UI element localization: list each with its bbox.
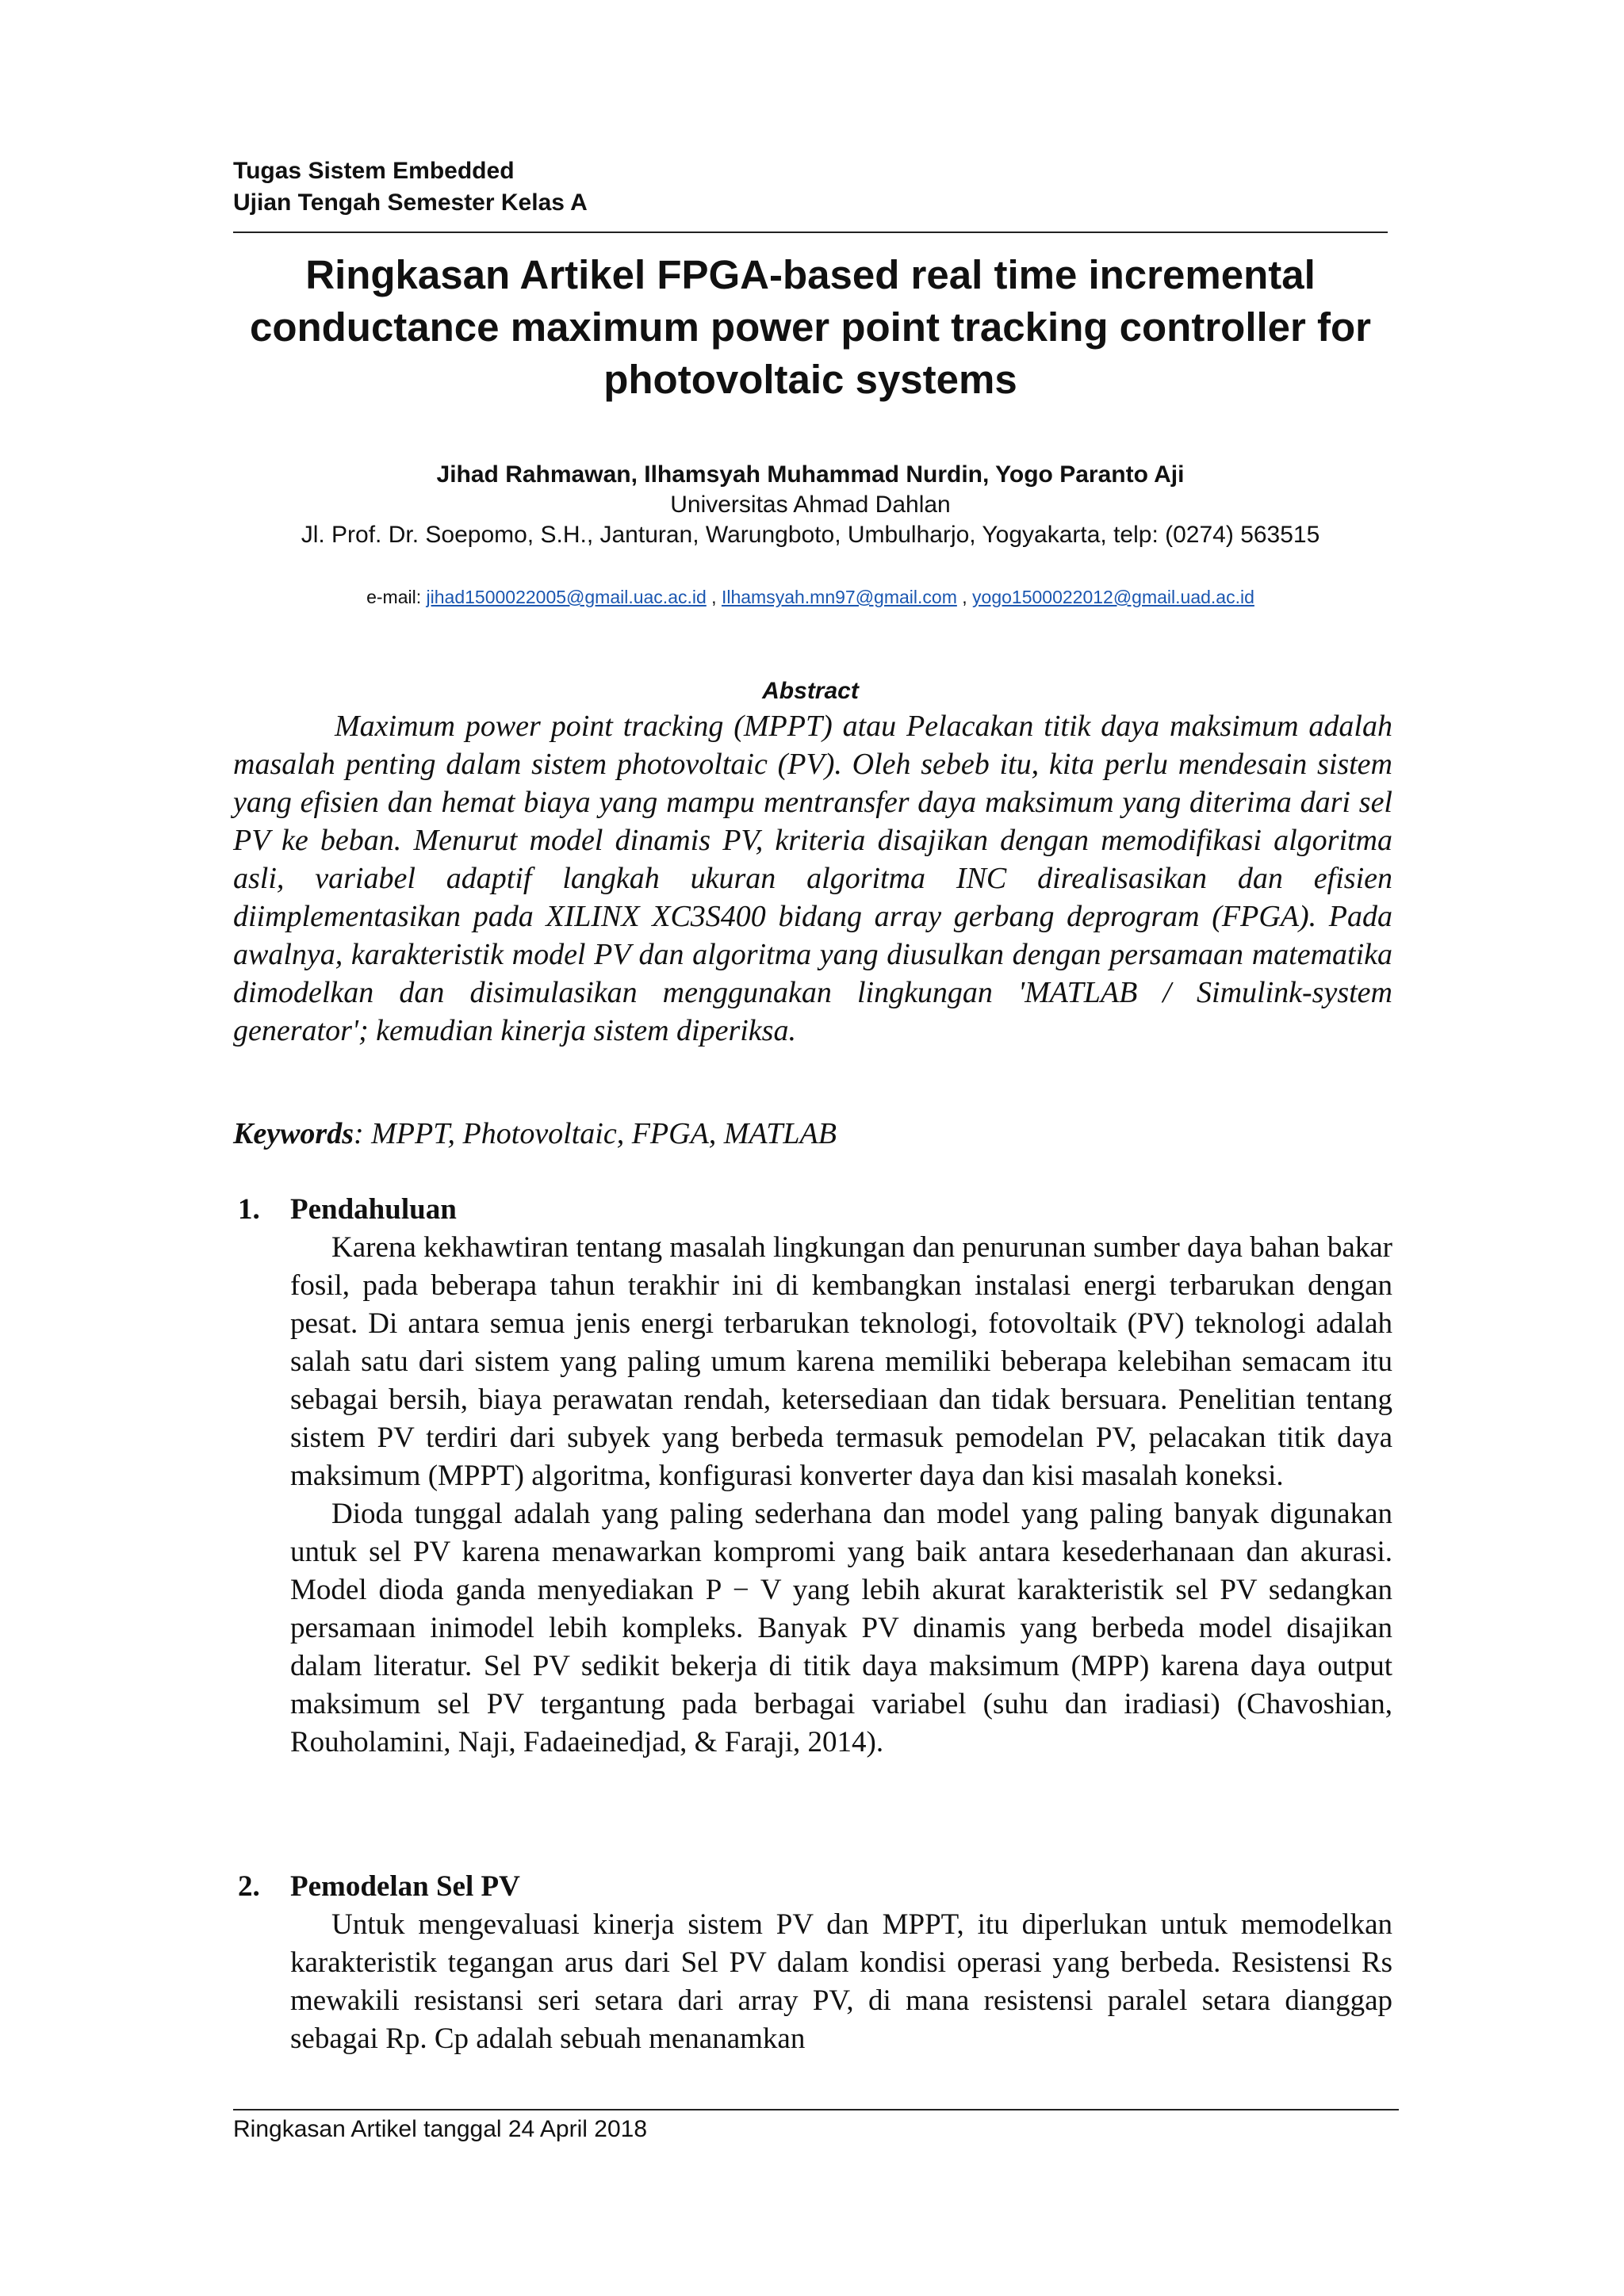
section-title: Pendahuluan xyxy=(290,1193,457,1226)
section-title: Pemodelan Sel PV xyxy=(290,1870,520,1903)
email-link-3[interactable]: yogo1500022012@gmail.uad.ac.id xyxy=(972,587,1254,607)
email-label: e-mail: xyxy=(366,587,422,607)
author-block xyxy=(233,460,1388,550)
email-separator: , xyxy=(956,587,973,607)
section-pv-modeling xyxy=(238,1868,1392,2058)
abstract-heading: Abstract xyxy=(762,678,859,704)
section-introduction xyxy=(238,1191,1392,1762)
section-number: 2. xyxy=(238,1870,260,1903)
paragraph: Dioda tunggal adalah yang paling sederhana dan model yang paling banyak digunakan untuk sel PV karena menawarkan kompromi yang baik antara kesederhanaan dan akurasi. Model dioda ganda menyediakan P − V yang lebih akurat karakteristik sel PV sedangkan persamaan inimodel lebih kompleks. Banyak PV dinamis yang berbeda model disajikan dalam literatur. Sel PV sedikit bekerja di titik daya maksimum (MPP) karena daya output maksimum sel PV tergantung pada berbagai variabel (suhu dan iradiasi) (Chavoshian, Rouholamini, Naji, Fadaeinedjad, & Faraji, 2014). xyxy=(290,1498,1392,1758)
section-heading xyxy=(238,1868,1392,1906)
email-link-2[interactable]: Ilhamsyah.mn97@gmail.com xyxy=(721,587,957,607)
course-title: Tugas Sistem Embedded xyxy=(233,158,515,184)
abstract-body xyxy=(233,707,1392,1050)
address: Jl. Prof. Dr. Soepomo, S.H., Janturan, Warungboto, Umbulharjo, Yogyakarta, telp: (0274) 563515 xyxy=(301,522,1320,548)
email-separator: , xyxy=(706,587,722,607)
header-rule xyxy=(233,232,1388,233)
page-footer: Ringkasan Artikel tanggal 24 April 2018 xyxy=(233,2116,648,2142)
author-names: Jihad Rahmawan, Ilhamsyah Muhammad Nurdin, Yogo Paranto Aji xyxy=(436,461,1185,488)
paragraph: Untuk mengevaluasi kinerja sistem PV dan MPPT, itu diperlukan untuk memodelkan karakteristik tegangan arus dari Sel PV dalam kondisi operasi yang berbeda. Resistensi Rs mewakili resistansi seri setara dari array PV, di mana resistensi paralel setara dianggap sebagai Rp. Cp adalah sebuah menanamkan xyxy=(290,1908,1392,2055)
email-line xyxy=(233,585,1388,609)
paper-title: Ringkasan Artikel FPGA-based real time incremental conductance maximum power point tracking controller for photovoltaic systems xyxy=(249,252,1372,402)
exam-title: Ujian Tengah Semester Kelas A xyxy=(233,189,588,216)
email-link-1[interactable]: jihad1500022005@gmail.uac.ac.id xyxy=(426,587,707,607)
abstract-text: Maximum power point tracking (MPPT) atau Pelacakan titik daya maksimum adalah masalah penting dalam sistem photovoltaic (PV). Oleh sebeb itu, kita perlu mendesain sistem yang efisien dan hemat biaya yang mampu mentransfer daya maksimum yang diterima dari sel PV ke beban. Menurut model dinamis PV, kriteria disajikan dengan memodifikasi algoritma asli, variabel adaptif langkah ukuran algoritma INC direalisasikan dan efisien diimplementasikan pada XILINX XC3S400 bidang array gerbang deprogram (FPGA). Pada awalnya, karakteristik model PV dan algoritma yang diusulkan dengan persamaan matematika dimodelkan dan disimulasikan menggunakan lingkungan 'MATLAB / Simulink-system generator'; kemudian kinerja sistem diperiksa. xyxy=(233,710,1392,1047)
paragraph: Karena kekhawtiran tentang masalah lingkungan dan penurunan sumber daya bahan bakar fosil, pada beberapa tahun terakhir ini di kembangkan instalasi energi terbarukan dengan pesat. Di antara semua jenis energi terbarukan teknologi, fotovoltaik (PV) teknologi adalah salah satu dari sistem yang paling umum karena memiliki beberapa kelebihan semacam itu sebagai bersih, biaya perawatan rendah, ketersediaan dan tidak bersuara. Penelitian tentang sistem PV terdiri dari subyek yang berbeda termasuk pemodelan PV, pelacakan titik daya maksimum (MPPT) algoritma, konfigurasi konverter daya dan kisi masalah koneksi. xyxy=(290,1231,1392,1492)
page-header xyxy=(233,155,1388,219)
keywords xyxy=(233,1115,1388,1153)
footer-rule xyxy=(233,2109,1399,2110)
keywords-text: : MPPT, Photovoltaic, FPGA, MATLAB xyxy=(354,1117,837,1150)
section-body xyxy=(290,1906,1392,2058)
section-body xyxy=(290,1229,1392,1762)
section-number: 1. xyxy=(238,1193,260,1226)
affiliation: Universitas Ahmad Dahlan xyxy=(670,492,951,518)
keywords-label: Keywords xyxy=(233,1117,354,1150)
section-heading xyxy=(238,1191,1392,1229)
